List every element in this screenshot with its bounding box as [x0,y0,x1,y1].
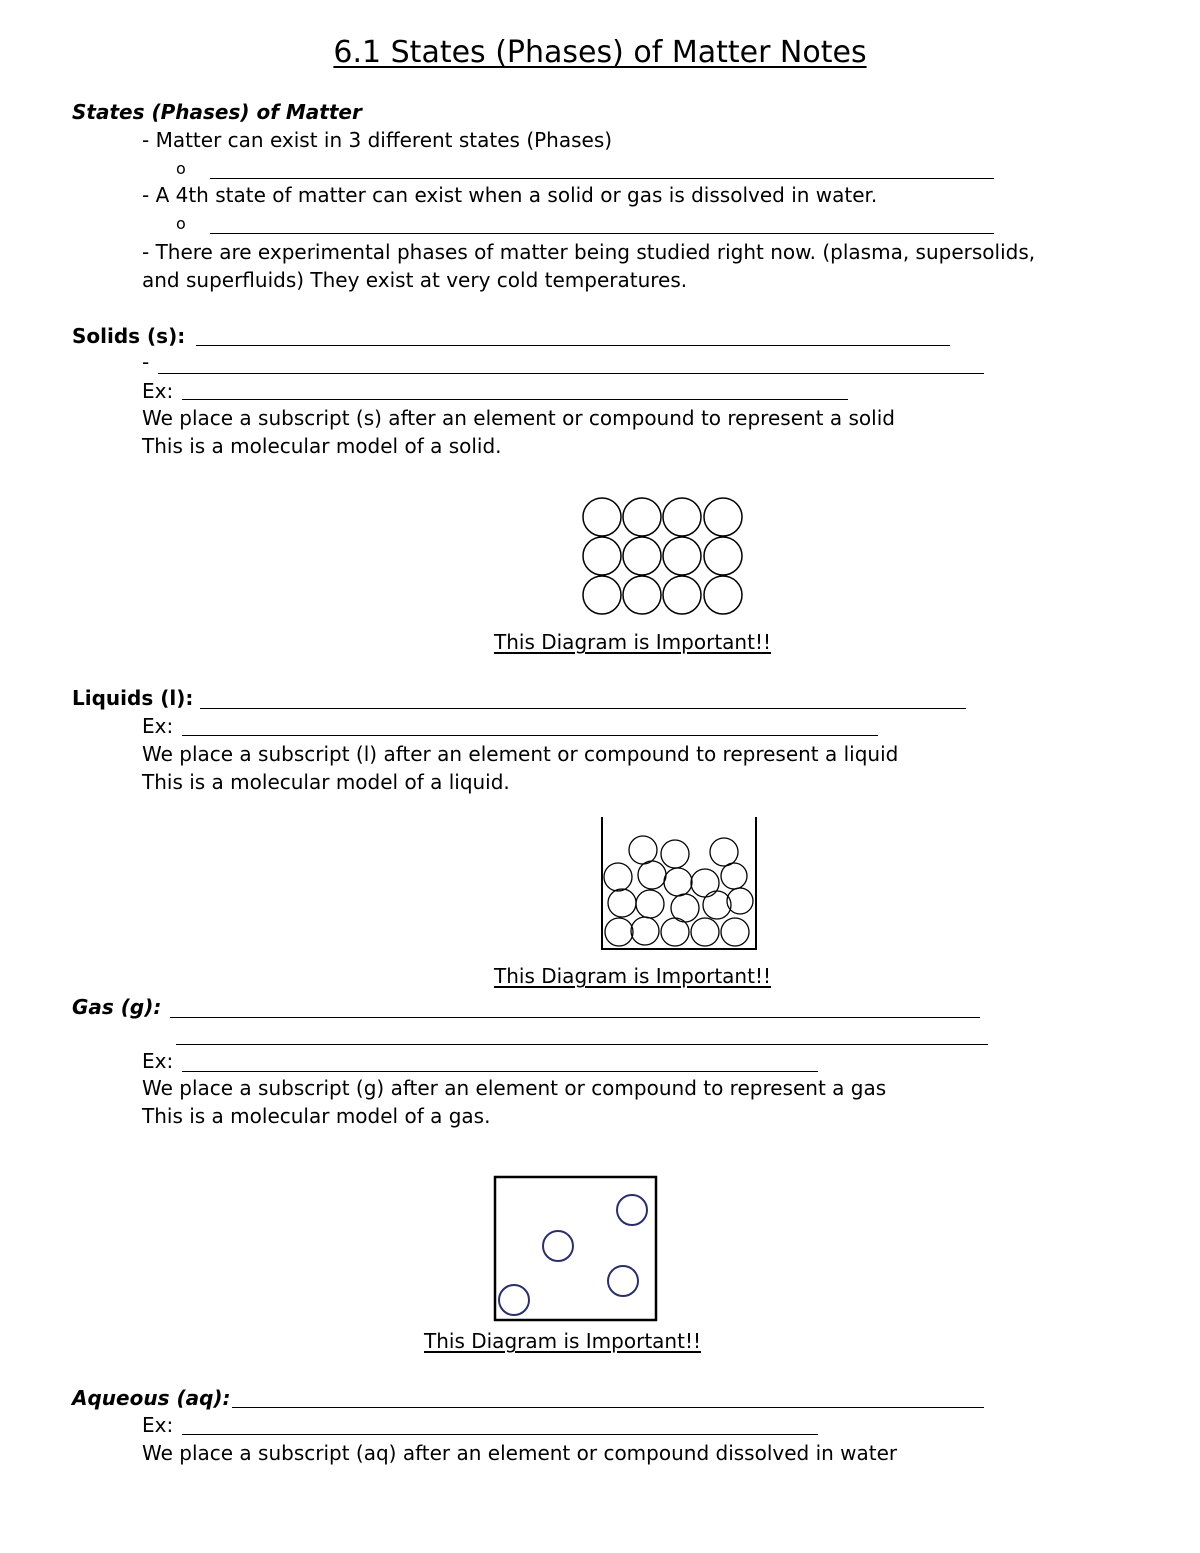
fill-in-blank [182,735,878,736]
intro-line-3a: - There are experimental phases of matter being studied right now. (plasma, supersolids, [142,240,1036,264]
page-title: 6.1 States (Phases) of Matter Notes [333,35,867,70]
fill-in-blank [158,373,984,374]
fill-in-blank [176,1044,988,1045]
bullet-marker: o [176,159,186,178]
section-heading-states: States (Phases) of Matter [72,100,362,124]
gas-diagram-caption: This Diagram is Important!! [424,1329,701,1353]
fill-in-blank [232,1407,984,1408]
section-heading-liquids: Liquids (l): [72,686,194,710]
gas-ex-label: Ex: [142,1049,174,1073]
fill-in-blank [210,178,994,179]
solids-subscript-note: We place a subscript (s) after an element or compound to represent a solid [142,406,895,430]
fill-in-blank [196,345,950,346]
liquids-subscript-note: We place a subscript (l) after an element or compound to represent a liquid [142,742,899,766]
liquids-model-note: This is a molecular model of a liquid. [142,770,510,794]
fill-in-blank [182,1434,818,1435]
bullet-marker: o [176,214,186,233]
liquid-diagram-caption: This Diagram is Important!! [494,964,771,988]
solids-model-note: This is a molecular model of a solid. [142,434,502,458]
section-heading-gas: Gas (g): [72,995,162,1019]
intro-line-3b: and superfluids) They exist at very cold temperatures. [142,268,688,292]
intro-line-2: - A 4th state of matter can exist when a solid or gas is dissolved in water. [142,183,878,207]
solid-diagram-caption: This Diagram is Important!! [494,630,771,654]
liquid-molecular-model [598,815,760,953]
section-heading-aqueous: Aqueous (aq): [72,1386,231,1410]
solids-dash: - [142,350,150,374]
gas-subscript-note: We place a subscript (g) after an element or compound to represent a gas [142,1076,887,1100]
liquids-ex-label: Ex: [142,714,174,738]
aqueous-ex-label: Ex: [142,1413,174,1437]
fill-in-blank [182,1071,818,1072]
fill-in-blank [200,708,966,709]
fill-in-blank [182,399,848,400]
solids-ex-label: Ex: [142,379,174,403]
section-heading-solids: Solids (s): [72,324,186,348]
aqueous-subscript-note: We place a subscript (aq) after an element or compound dissolved in water [142,1441,898,1465]
fill-in-blank [170,1017,980,1018]
gas-model-note: This is a molecular model of a gas. [142,1104,491,1128]
solid-molecular-model [578,496,750,618]
intro-line-1: - Matter can exist in 3 different states (Phases) [142,128,613,152]
fill-in-blank [210,233,994,234]
gas-molecular-model [493,1175,659,1323]
